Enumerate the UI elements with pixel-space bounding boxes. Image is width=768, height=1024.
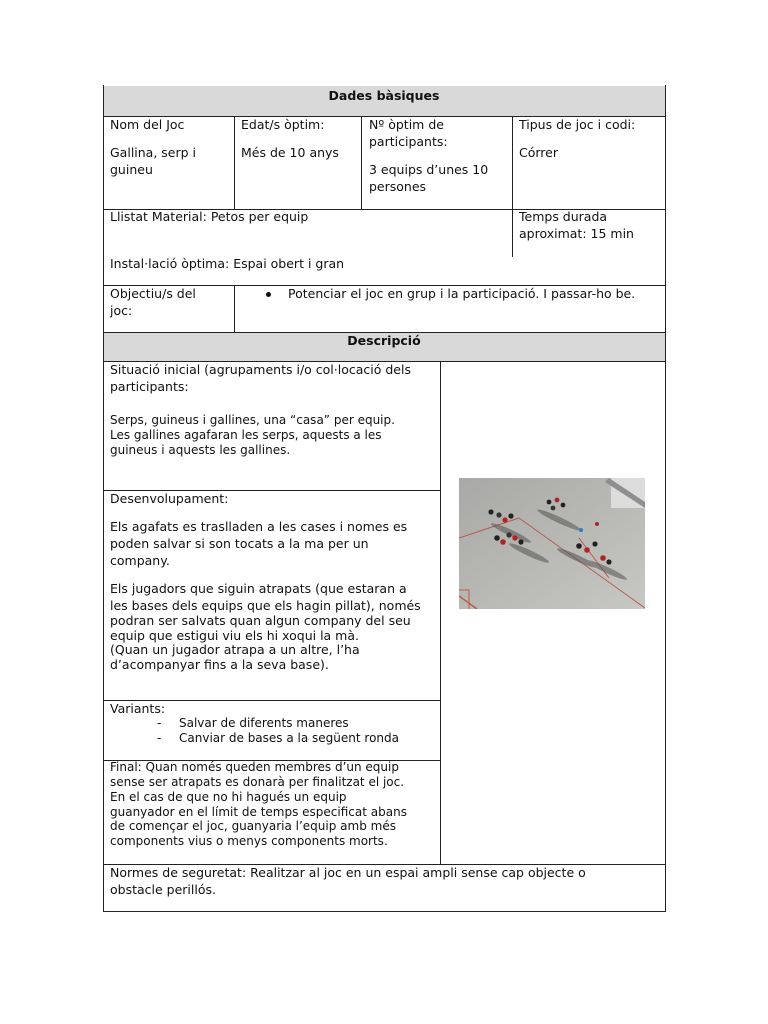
initial-situation-2: participants: [110, 379, 189, 394]
variant-2: Canviar de bases a la següent ronda [179, 731, 399, 745]
game-name-label: Nom del Joc [110, 117, 185, 132]
dash-icon: - [157, 716, 162, 730]
development-6: podran ser salvats quan algun company del seu [110, 613, 411, 628]
duration-2: aproximat: 15 min [519, 226, 634, 241]
game-type-value: Córrer [519, 145, 558, 160]
objective-label-2: joc: [110, 303, 133, 318]
development-2: poden salvar si son tocats a la ma per un [110, 536, 369, 551]
development-1: Els agafats es traslladen a les cases i nomes es [110, 519, 408, 534]
variant-1: Salvar de diferents maneres [179, 716, 349, 730]
final-2: sense ser atrapats es donarà per finalitzat el joc. [110, 775, 405, 789]
variants-title: Variants: [110, 701, 166, 716]
game-name-value-1: Gallina, serp i [110, 145, 197, 160]
development-5: les bases dels equips que els hagin pillat), només [110, 598, 421, 613]
development-4: Els jugadors que siguin atrapats (que estaran a [110, 581, 407, 596]
participants-label-2: participants: [369, 134, 448, 149]
installation: Instal·lació òptima: Espai obert i gran [110, 256, 345, 271]
game-name-value-2: guineu [110, 162, 153, 177]
final-4: guanyador en el límit de temps especificat abans [110, 805, 407, 819]
initial-situation-3: Serps, guineus i gallines, una “casa” per equip. [110, 413, 395, 427]
development-7: equip que estigui viu els hi xoqui la mà. [110, 628, 359, 643]
initial-situation-4: Les gallines agafaran les serps, aquests a les [110, 428, 382, 442]
final-5: de començar el joc, guanyaria l’equip amb més [110, 819, 396, 833]
bullet-icon [266, 292, 271, 297]
description-heading: Descripció [347, 333, 421, 348]
development-title: Desenvolupament: [110, 491, 229, 506]
objective-value: Potenciar el joc en grup i la participació. I passar-ho be. [288, 286, 636, 301]
duration-1: Temps durada [519, 209, 608, 224]
age-value: Més de 10 anys [241, 145, 339, 160]
participants-value-2: persones [369, 179, 427, 194]
material-list: Llistat Material: Petos per equip [110, 209, 309, 224]
final-3: En el cas de que no hi hagués un equip [110, 790, 347, 804]
dash-icon: - [157, 731, 162, 745]
initial-situation-5: guineus i aquests les gallines. [110, 443, 291, 457]
objective-label-1: Objectiu/s del [110, 286, 196, 301]
development-3: company. [110, 553, 170, 568]
safety-1: Normes de seguretat: Realitzar al joc en un espai ampli sense cap objecte o [110, 865, 586, 880]
development-9: d’acompanyar fins a la seva base). [110, 657, 329, 672]
age-label: Edat/s òptim: [241, 117, 325, 132]
initial-situation-1: Situació inicial (agrupaments i/o col·locació dels [110, 362, 411, 377]
participants-value-1: 3 equips d’unes 10 [369, 162, 489, 177]
basic-data-heading: Dades bàsiques [328, 88, 440, 103]
final-6: components vius o menys components morts. [110, 834, 388, 848]
game-photo [459, 478, 645, 609]
development-8: (Quan un jugador atrapa a un altre, l’ha [110, 642, 360, 657]
safety-2: obstacle perillós. [110, 882, 216, 897]
participants-label-1: Nº òptim de [369, 117, 444, 132]
game-type-label: Tipus de joc i codi: [519, 117, 636, 132]
final-1: Final: Quan només queden membres d’un equip [110, 760, 399, 774]
